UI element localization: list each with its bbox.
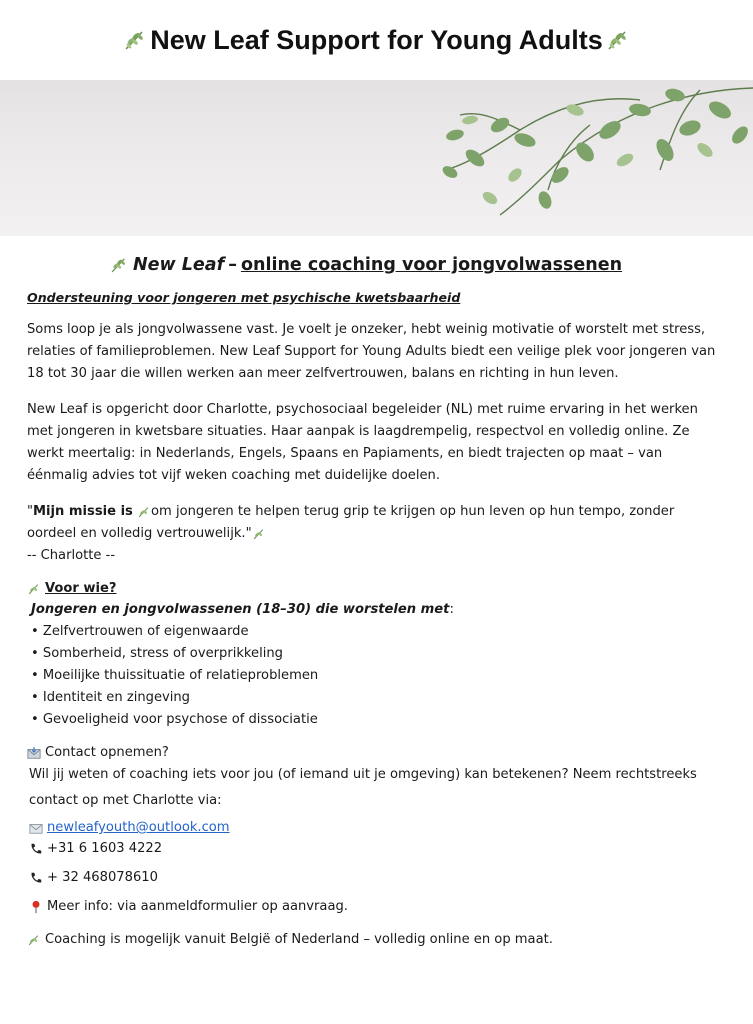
leaf-sprig-icon [27, 933, 41, 947]
quote-open: " [27, 504, 34, 519]
phone-icon [29, 871, 43, 885]
who-lead-text: Jongeren en jongvolwassenen (18–30) die worstelen met [31, 602, 450, 617]
leaf-sprig-icon [122, 27, 148, 53]
page-subtitle [27, 252, 726, 278]
page-title: New Leaf Support for Young Adults [150, 24, 603, 55]
who-heading-label: Voor wie? [45, 581, 117, 596]
contact-heading-label: Contact opnemen? [45, 745, 169, 760]
pin-icon [29, 900, 43, 914]
footer-note-text: Coaching is mogelijk vanuit België of Nederland – volledig online en op maat. [45, 932, 553, 947]
more-info-line [27, 899, 726, 914]
leaf-sprig-icon [252, 527, 266, 541]
leaf-sprig-icon [109, 255, 129, 275]
list-item: • Gevoeligheid voor psychose of dissociatie [31, 712, 318, 727]
quote-text: om jongeren te helpen terug grip te krijgen op hun leven op hun tempo, zonder oordeel en volledig vertrouwelijk." [27, 504, 675, 541]
leaf-sprig-icon [605, 27, 631, 53]
who-lead-suffix: : [449, 602, 454, 617]
phone-line-2 [27, 870, 726, 885]
footer-note [27, 932, 726, 947]
quote-signature: -- Charlotte -- [27, 548, 116, 563]
envelope-icon [27, 746, 41, 760]
envelope-icon [29, 821, 43, 835]
intro-paragraph-1: Soms loop je als jongvolwassene vast. Je voelt je onzeker, hebt weinig motivatie of worstelt met stress, relaties of familieproblemen. New Leaf Support for Young Adults biedt een veilige plek voor jongeren van 18 tot 30 jaar die willen werken aan meer zelfvertrouwen, balans en richting in hun leven. [27, 322, 716, 381]
dash: – [228, 255, 237, 275]
intro-paragraph-2: New Leaf is opgericht door Charlotte, psychosociaal begeleider (NL) met ruime ervaring in het werken met jongeren in kwetsbare situaties. Haar aanpak is laagdrempelig, respectvol en volledig online. Ze werkt meertalig: in Nederlands, Engels, Spaans en Papiaments, en biedt trajecten op maat – van éénmalig advies tot vijf weken coaching met duidelijke doelen. [27, 402, 698, 483]
contact-heading [27, 745, 726, 760]
email-link[interactable]: newleafyouth@outlook.com [47, 820, 230, 835]
eucalyptus-branch-photo [0, 80, 753, 236]
list-item: • Moeilijke thuissituatie of relatieproblemen [31, 668, 319, 683]
brand-name: New Leaf [133, 255, 225, 275]
more-info-text: Meer info: via aanmeldformulier op aanvraag. [47, 899, 348, 914]
hero-banner [0, 80, 753, 236]
email-line [27, 820, 726, 835]
who-list [27, 621, 726, 731]
phone-line-1 [27, 841, 726, 856]
quote-bold: Mijn missie is [33, 504, 133, 519]
list-item: • Somberheid, stress of overprikkeling [31, 646, 283, 661]
phone-number: +31 6 1603 4222 [47, 841, 163, 856]
leaf-sprig-icon [137, 505, 151, 519]
phone-number: + 32 468078610 [47, 870, 158, 885]
tagline: online coaching voor jongvolwassenen [240, 255, 623, 275]
list-item: • Identiteit en zingeving [31, 690, 190, 705]
mission-quote [27, 501, 726, 567]
lead-heading: Ondersteuning voor jongeren met psychische kwetsbaarheid [27, 290, 461, 305]
page-header [0, 0, 753, 80]
list-item: • Zelfvertrouwen of eigenwaarde [31, 624, 249, 639]
who-heading [27, 581, 726, 596]
leaf-sprig-icon [27, 582, 41, 596]
who-lead [27, 602, 726, 617]
contact-text: Wil jij weten of coaching iets voor jou (of iemand uit je omgeving) kan betekenen? Neem rechtstreeks contact op met Charlotte via: [29, 767, 697, 808]
phone-icon [29, 842, 43, 856]
main-content [0, 252, 753, 947]
